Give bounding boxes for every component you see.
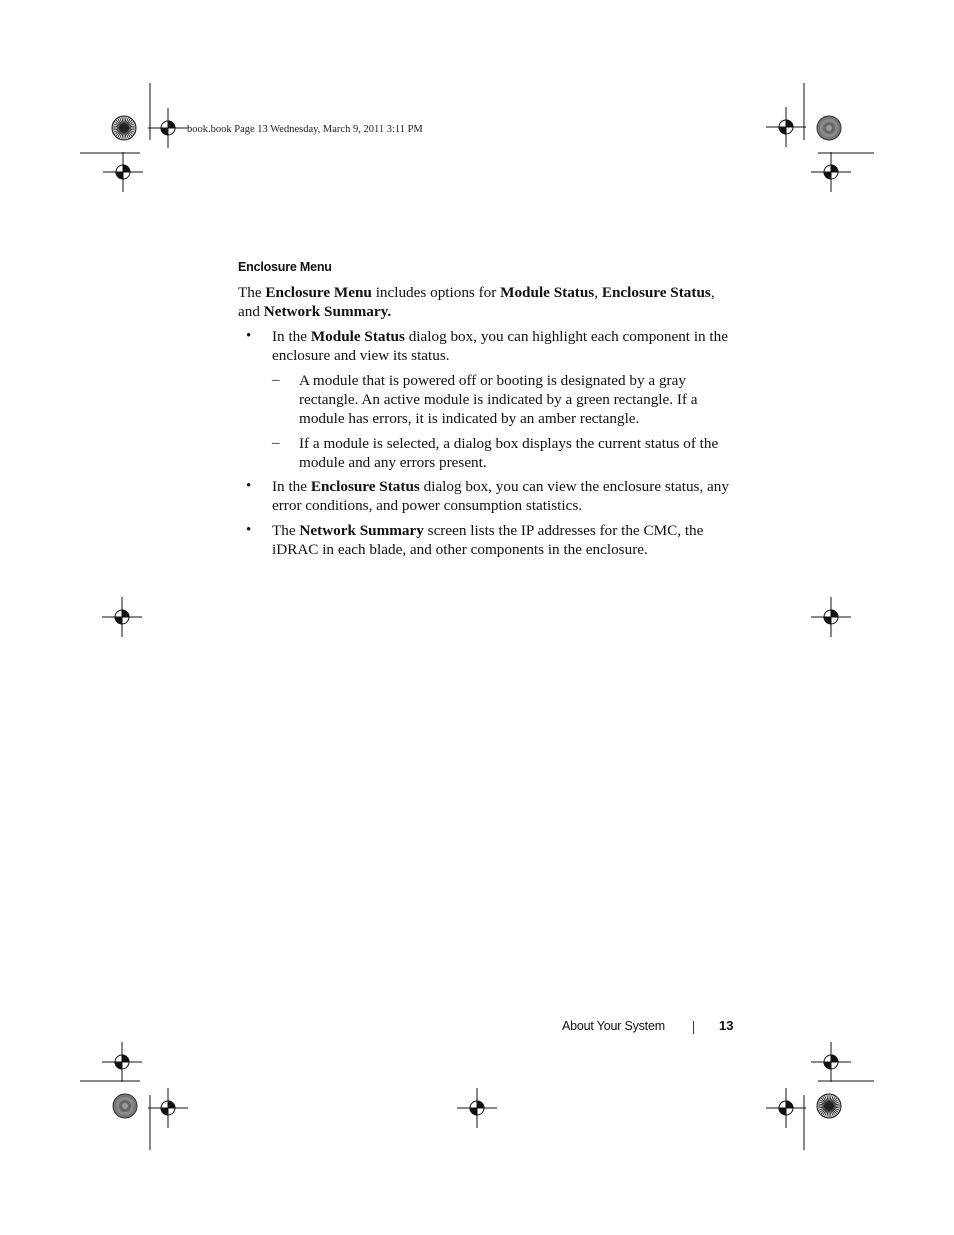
footer-section-label: About Your System bbox=[562, 1019, 665, 1033]
footer-separator bbox=[693, 1021, 694, 1034]
text: module and any errors present. bbox=[299, 454, 487, 471]
section-heading: Enclosure Menu bbox=[238, 260, 332, 274]
bullet-item-network-summary bbox=[272, 521, 742, 559]
intro-line-1 bbox=[238, 283, 738, 302]
text: In the bbox=[272, 328, 311, 345]
text: If a module is selected, a dialog box displays the current status of the bbox=[299, 435, 719, 452]
text: , bbox=[710, 284, 715, 301]
intro-paragraph bbox=[238, 283, 738, 321]
text: screen lists the IP addresses for the CMC, the bbox=[423, 522, 704, 539]
term-network-summary: Network Summary. bbox=[263, 303, 392, 320]
bullet-item-module-status bbox=[272, 327, 742, 365]
text: error conditions, and power consumption statistics. bbox=[272, 497, 583, 514]
text: iDRAC in each blade, and other components in the enclosure. bbox=[272, 541, 648, 558]
text: The bbox=[238, 284, 266, 301]
term-module-status: Module Status bbox=[310, 328, 405, 345]
text: , bbox=[594, 284, 602, 301]
term-module-status: Module Status bbox=[500, 284, 595, 301]
text: module has errors, it is indicated by an amber rectangle. bbox=[299, 410, 640, 427]
bullet-marker: • bbox=[246, 328, 252, 344]
text: The bbox=[272, 522, 300, 539]
bullet-marker: • bbox=[246, 478, 252, 494]
page-number: 13 bbox=[719, 1018, 734, 1033]
text: rectangle. An active module is indicated by a green rectangle. If a bbox=[299, 391, 698, 408]
term-network-summary: Network Summary bbox=[299, 522, 424, 539]
term-enclosure-menu: Enclosure Menu bbox=[265, 284, 372, 301]
dash-marker: – bbox=[272, 435, 280, 451]
term-enclosure-status: Enclosure Status bbox=[601, 284, 711, 301]
text: A module that is powered off or booting is designated by a gray bbox=[299, 372, 686, 389]
text: enclosure and view its status. bbox=[272, 347, 450, 364]
text: dialog box, you can view the enclosure status, any bbox=[419, 478, 729, 495]
text: and bbox=[238, 303, 264, 320]
intro-line-2 bbox=[238, 302, 738, 321]
text: In the bbox=[272, 478, 311, 495]
dash-marker: – bbox=[272, 372, 280, 388]
text: dialog box, you can highlight each component in the bbox=[404, 328, 728, 345]
subitem-module-colors bbox=[299, 371, 739, 428]
subitem-module-selected bbox=[299, 434, 739, 472]
bullet-item-enclosure-status bbox=[272, 477, 742, 515]
term-enclosure-status: Enclosure Status bbox=[310, 478, 420, 495]
print-slug: book.book Page 13 Wednesday, March 9, 2011 3:11 PM bbox=[187, 124, 423, 135]
bullet-marker: • bbox=[246, 522, 252, 538]
text: includes options for bbox=[371, 284, 501, 301]
